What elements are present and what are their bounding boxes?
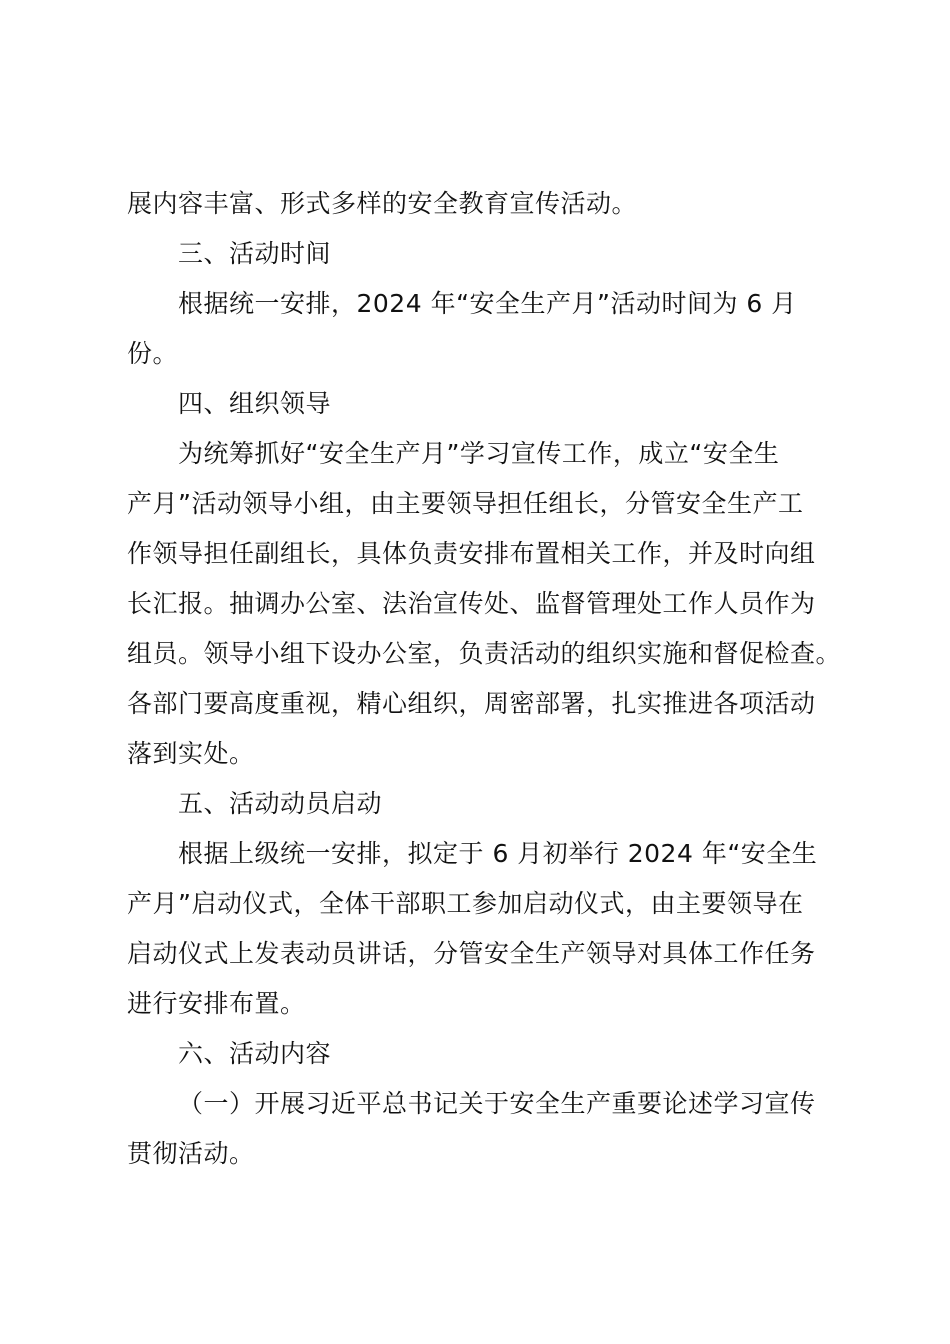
text-line: 进行安排布置。	[127, 989, 306, 1018]
text-line: 产月”启动仪式，全体干部职工参加启动仪式，由主要领导在	[127, 889, 804, 918]
paragraph-first-line: 根据上级统一安排，拟定于 6 月初举行 2024 年“安全生	[178, 839, 818, 868]
text-line: 作领导担任副组长，具体负责安排布置相关工作，并及时向组	[127, 539, 816, 568]
paragraph-first-line: 为统筹抓好“安全生产月”学习宣传工作，成立“安全生	[178, 439, 780, 468]
text-line: 贯彻活动。	[127, 1139, 255, 1168]
section-heading: 六、活动内容	[178, 1039, 332, 1068]
text-line: 组员。领导小组下设办公室，负责活动的组织实施和督促检查。	[127, 639, 842, 668]
section-heading: 五、活动动员启动	[178, 789, 383, 818]
text-line: 长汇报。抽调办公室、法治宣传处、监督管理处工作人员作为	[127, 589, 816, 618]
text-line: 展内容丰富、形式多样的安全教育宣传活动。	[127, 189, 638, 218]
text-line: 份。	[127, 339, 179, 368]
text-line: 产月”活动领导小组，由主要领导担任组长，分管安全生产工	[127, 489, 804, 518]
section-heading: 四、组织领导	[178, 389, 332, 418]
section-heading: 三、活动时间	[178, 239, 332, 268]
paragraph-first-line: （一）开展习近平总书记关于安全生产重要论述学习宣传	[178, 1089, 816, 1118]
text-line: 落到实处。	[127, 739, 255, 768]
text-line: 各部门要高度重视，精心组织，周密部署，扎实推进各项活动	[127, 689, 816, 718]
paragraph-first-line: 根据统一安排，2024 年“安全生产月”活动时间为 6 月	[178, 289, 797, 318]
text-line: 启动仪式上发表动员讲话，分管安全生产领导对具体工作任务	[127, 939, 816, 968]
